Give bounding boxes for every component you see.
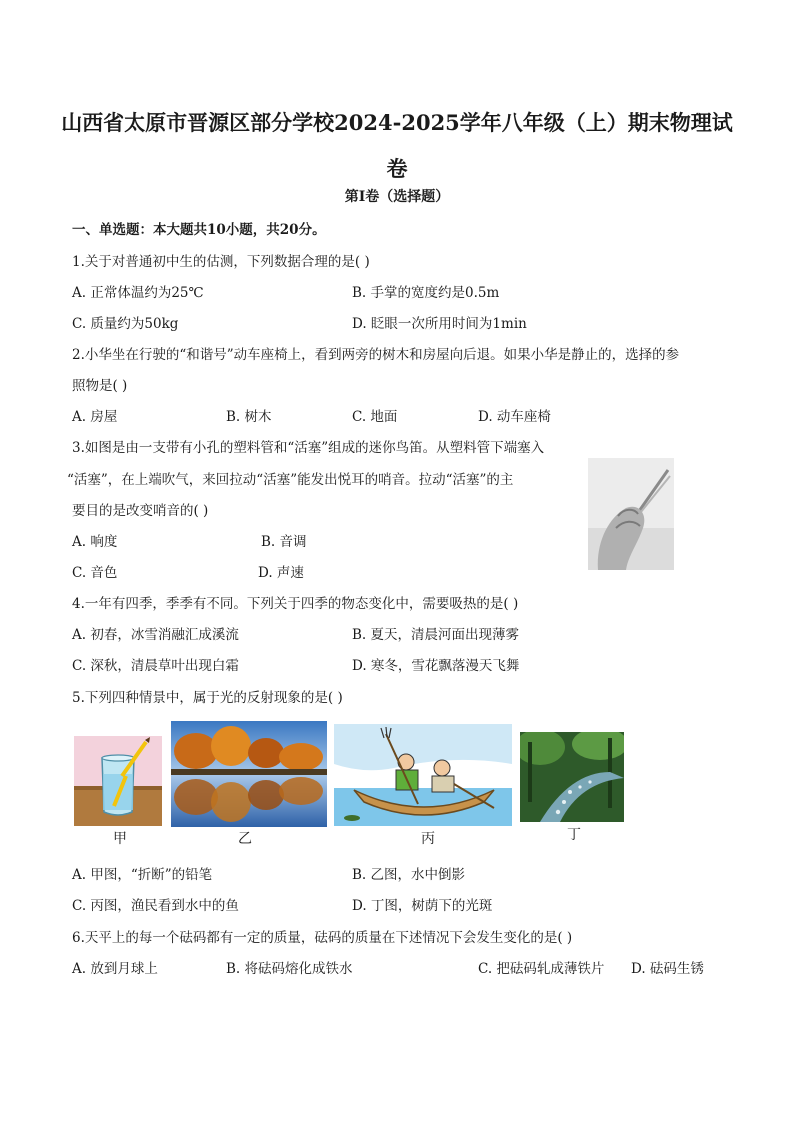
figure-yi-label: 乙	[238, 831, 252, 847]
figure-yi-reflection-photo	[171, 721, 327, 827]
figure-jia-pencil-in-glass	[74, 736, 162, 826]
figure-bing-fisherman-photo	[334, 724, 512, 826]
question-3-stem-line-2: “活塞”，在上端吹气，来回拉动“活塞”能发出悦耳的哨音。拉动“活塞”的主	[67, 472, 514, 488]
question-2-stem-line-1: 2.小华坐在行驶的“和谐号”动车座椅上，看到两旁的树木和房屋向后退。如果小华是静止的，选择的参	[72, 347, 680, 363]
question-2-option-a: A. 房屋	[72, 409, 118, 425]
section-title: 第Ⅰ卷（选择题）	[344, 189, 450, 205]
part-heading: 一、单选题：本大题共10小题，共20分。	[72, 222, 326, 238]
question-6-option-b: B. 将砝码熔化成铁水	[226, 961, 353, 977]
figure-ding-light-spots-photo	[520, 732, 624, 822]
question-5-option-a: A. 甲图，“折断”的铅笔	[72, 867, 213, 883]
question-1-option-b: B. 手掌的宽度约是0.5m	[352, 285, 500, 301]
question-3-option-a: A. 响度	[72, 534, 118, 550]
question-6-option-c: C. 把砝码轧成薄铁片	[478, 961, 605, 977]
question-1-option-a: A. 正常体温约为25℃	[72, 285, 204, 301]
question-4-option-c: C. 深秋，清晨草叶出现白霜	[72, 658, 239, 674]
question-4-option-a: A. 初春，冰雪消融汇成溪流	[72, 627, 239, 643]
question-4-stem: 4.一年有四季，季季有不同。下列关于四季的物态变化中，需要吸热的是( )	[72, 596, 519, 612]
question-5-option-c: C. 丙图，渔民看到水中的鱼	[72, 898, 239, 914]
question-6-option-a: A. 放到月球上	[72, 961, 158, 977]
figure-jia-label: 甲	[113, 831, 127, 847]
question-6-option-d: D. 砝码生锈	[631, 961, 704, 977]
question-3-stem-line-1: 3.如图是由一支带有小孔的塑料管和“活塞”组成的迷你鸟笛。从塑料管下端塞入	[72, 440, 545, 456]
question-3-option-c: C. 音色	[72, 565, 118, 581]
question-3-stem-line-3: 要目的是改变哨音的( )	[72, 503, 209, 519]
question-2-option-b: B. 树木	[226, 409, 272, 425]
question-5-option-d: D. 丁图，树荫下的光斑	[352, 898, 493, 914]
question-5-option-b: B. 乙图，水中倒影	[352, 867, 466, 883]
figure-bing-label: 丙	[421, 831, 435, 847]
question-3-option-b: B. 音调	[261, 534, 307, 550]
question-6-stem: 6.天平上的每一个砝码都有一定的质量，砝码的质量在下述情况下会发生变化的是( )	[72, 930, 573, 946]
question-5-stem: 5.下列四种情景中，属于光的反射现象的是( )	[72, 690, 343, 706]
question-3-option-d: D. 声速	[258, 565, 304, 581]
bird-whistle-photo	[588, 458, 674, 570]
figure-ding-label: 丁	[567, 827, 581, 843]
question-2-option-c: C. 地面	[352, 409, 398, 425]
question-4-option-d: D. 寒冬，雪花飘落漫天飞舞	[352, 658, 520, 674]
question-2-stem-line-2: 照物是( )	[72, 378, 128, 394]
question-1-option-d: D. 眨眼一次所用时间为1min	[352, 316, 527, 332]
question-1-stem: 1.关于对普通初中生的估测，下列数据合理的是( )	[72, 254, 370, 270]
document-title: 山西省太原市晋源区部分学校2024-2025学年八年级（上）期末物理试卷	[61, 110, 733, 181]
question-2-option-d: D. 动车座椅	[478, 409, 551, 425]
question-4-option-b: B. 夏天，清晨河面出现薄雾	[352, 627, 520, 643]
question-1-option-c: C. 质量约为50kg	[72, 316, 179, 332]
